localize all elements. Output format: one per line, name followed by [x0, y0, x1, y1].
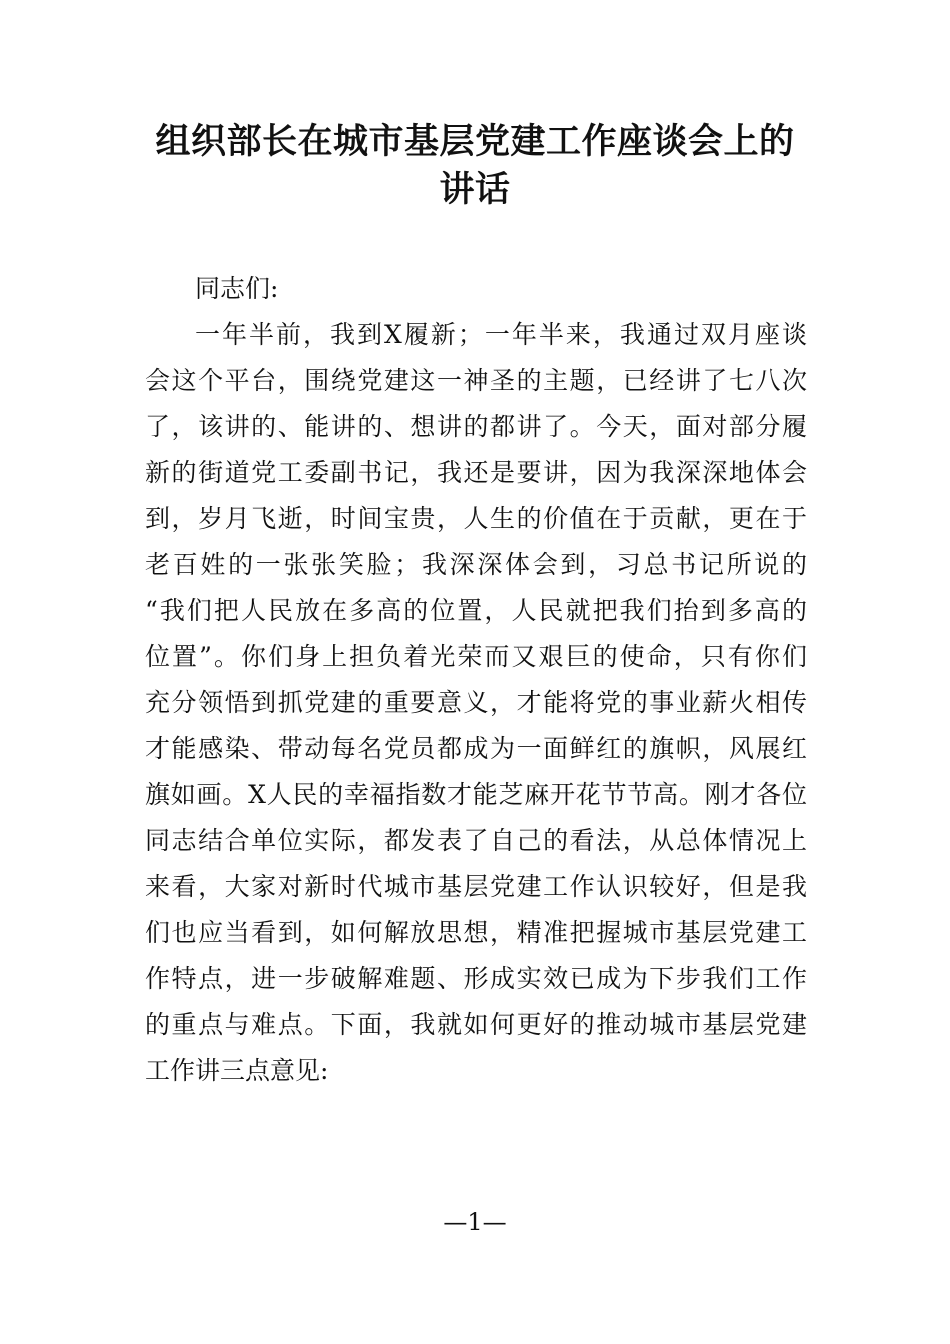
salutation: 同志们:	[195, 274, 279, 303]
document-body	[145, 266, 807, 1094]
title-line-2: 讲话	[439, 169, 511, 210]
paragraph-line: 才能感染、带动每名党员都成为一面鲜红的旗帜，风展红	[145, 734, 807, 763]
paragraph-line: 的重点与难点。下面，我就如何更好的推动城市基层党建	[145, 1010, 807, 1039]
page-number: —1—	[443, 1208, 507, 1236]
paragraph-line: 工作讲三点意见:	[145, 1056, 329, 1085]
paragraph-line: 旗如画。X人民的幸福指数才能芝麻开花节节高。刚才各位	[145, 780, 807, 809]
title-line-1: 组织部长在城市基层党建工作座谈会上的	[155, 121, 795, 162]
paragraph-line: 充分领悟到抓党建的重要意义，才能将党的事业薪火相传	[145, 688, 807, 717]
paragraph-line: 到，岁月飞逝，时间宝贵，人生的价值在于贡献，更在于	[145, 504, 807, 533]
paragraph-line: 位置”。你们身上担负着光荣而又艰巨的使命，只有你们	[145, 642, 807, 671]
paragraph-line: 们也应当看到，如何解放思想，精准把握城市基层党建工	[145, 918, 807, 947]
paragraph-line: “我们把人民放在多高的位置，人民就把我们抬到多高的	[145, 596, 807, 625]
paragraph-line: 一年半前，我到X履新；一年半来，我通过双月座谈	[195, 320, 807, 349]
paragraph-line: 同志结合单位实际，都发表了自己的看法，从总体情况上	[145, 826, 807, 855]
paragraph-line: 来看，大家对新时代城市基层党建工作认识较好，但是我	[145, 872, 807, 901]
document-title	[140, 118, 810, 214]
paragraph-line: 会这个平台，围绕党建这一神圣的主题，已经讲了七八次	[145, 366, 807, 395]
paragraph-line: 新的街道党工委副书记，我还是要讲，因为我深深地体会	[145, 458, 807, 487]
paragraph-line: 作特点，进一步破解难题、形成实效已成为下步我们工作	[145, 964, 807, 993]
paragraph-line: 老百姓的一张张笑脸；我深深体会到，习总书记所说的	[145, 550, 807, 579]
paragraph-line: 了，该讲的、能讲的、想讲的都讲了。今天，面对部分履	[145, 412, 807, 441]
